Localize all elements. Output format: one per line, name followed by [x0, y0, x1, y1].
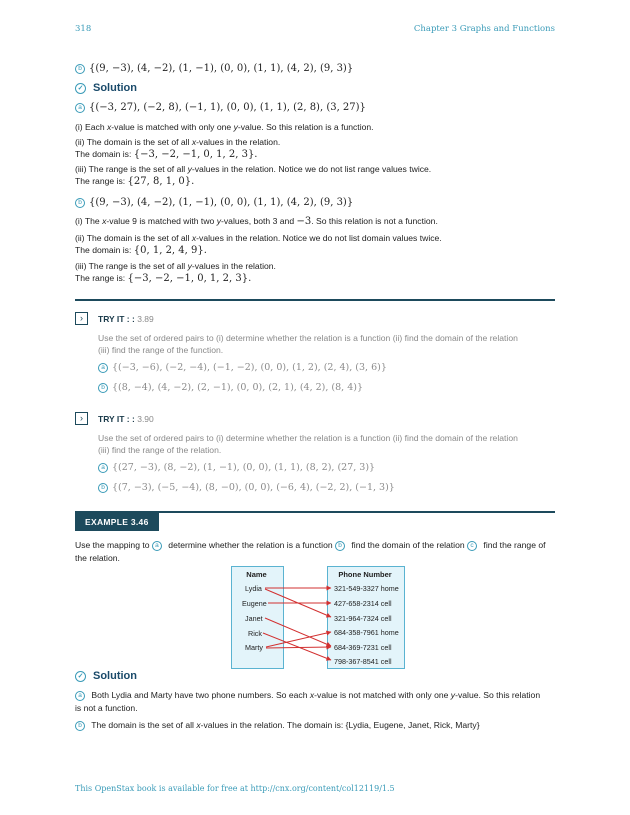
- sol2-a: a Both Lydia and Marty have two phone numbers. So each x-value is not matched with only one y-value. So this relation is not a function.: [75, 690, 541, 713]
- phone-item: 798-367-8541 cell: [334, 657, 392, 666]
- phone-item: 684-369-7231 cell: [334, 643, 392, 652]
- solution-heading: ✓ Solution: [75, 670, 137, 682]
- part-b-marker: b: [75, 721, 85, 731]
- example-label: EXAMPLE 3.46: [75, 513, 159, 531]
- sol-b-ii: (ii) The domain is the set of all x-values in the relation. Notice we do not list domain values twice. The domain is: {0, 1, 2, 4, 9}.: [75, 233, 442, 256]
- chevron-right-icon[interactable]: ›: [75, 312, 88, 325]
- check-icon: ✓: [75, 671, 86, 682]
- part-a-marker: a: [98, 463, 108, 473]
- sol-a-domain: {−3, −2, −1, 0, 1, 2, 3}.: [133, 148, 258, 160]
- try-it-heading: TRY IT : : 3.90: [98, 414, 154, 424]
- top-b-set: {(9, −3), (4, −2), (1, −1), (0, 0), (1, 1), (4, 2), (9, 3)}: [89, 63, 354, 74]
- part-a-marker: a: [75, 691, 85, 701]
- sol-b-set: {(9, −3), (4, −2), (1, −1), (0, 0), (1, 1), (4, 2), (9, 3)}: [89, 197, 354, 208]
- phone-header: Phone Number: [338, 570, 392, 579]
- sol2-b: b The domain is the set of all x-values in the relation. The domain is: {Lydia, Eugene, Janet, Rick, Marty}: [75, 720, 565, 732]
- try-it-heading: TRY IT : : 3.89: [98, 314, 154, 324]
- sol-a-iii: (iii) The range is the set of all y-values in the relation. Notice we do not list range values twice. The range is: {27, 8, 1, 0}.: [75, 164, 432, 187]
- try2-prompt: Use the set of ordered pairs to (i) determine whether the relation is a function (ii) find the domain of the relation (iii) find the range of the relation.: [98, 433, 518, 455]
- phone-item: 427-658-2314 cell: [334, 599, 392, 608]
- sol-b-domain: {0, 1, 2, 4, 9}.: [133, 244, 207, 256]
- part-b-marker: b: [98, 483, 108, 493]
- sol-a-i: (i) Each x-value is matched with only one y-value. So this relation is a function.: [75, 122, 374, 132]
- sol-b-iii: (iii) The range is the set of all y-values in the relation. The range is: {−3, −2, −1, 0, 1, 2, 3}.: [75, 261, 276, 284]
- try2-b-set: {(7, −3), (−5, −4), (8, −0), (0, 0), (−6, 4), (−2, 2), (−1, 3)}: [112, 482, 395, 493]
- name-item: Marty: [245, 643, 263, 652]
- chevron-right-icon[interactable]: ›: [75, 412, 88, 425]
- example-question: Use the mapping to a determine whether the relation is a function b find the domain of the relation c find the range of the relation.: [75, 540, 546, 563]
- sol-b-i: (i) The x-value 9 is matched with two y-values, both 3 and −3. So this relation is not a function.: [75, 216, 438, 227]
- phone-item: 684-358-7961 home: [334, 628, 399, 637]
- arrow-janet-cell: [265, 618, 331, 646]
- part-b-marker: b: [98, 383, 108, 393]
- try2-a-set: {(27, −3), (8, −2), (1, −1), (0, 0), (1, 1), (8, 2), (27, 3)}: [112, 462, 376, 473]
- solution-heading: ✓ Solution: [75, 82, 137, 94]
- name-item: Rick: [248, 629, 262, 638]
- chapter-title: Chapter 3 Graphs and Functions: [413, 24, 555, 34]
- name-header: Name: [246, 570, 267, 579]
- sol-a-set: {(−3, 27), (−2, 8), (−1, 1), (0, 0), (1, 1), (2, 8), (3, 27)}: [89, 102, 366, 113]
- sol-b-range: {−3, −2, −1, 0, 1, 2, 3}.: [127, 272, 252, 284]
- part-a-marker: a: [75, 103, 85, 113]
- try1-prompt: Use the set of ordered pairs to (i) determine whether the relation is a function (ii) find the domain of the relation (iii) find the range of the function.: [98, 333, 518, 355]
- name-item: Lydia: [245, 584, 262, 593]
- arrow-marty-cell: [266, 647, 331, 648]
- phone-item: 321-549-3327 home: [334, 584, 399, 593]
- sol-a-ii: (ii) The domain is the set of all x-values in the relation. The domain is: {−3, −2, −1, 0, 1, 2, 3}.: [75, 137, 281, 160]
- page-number: 318: [75, 24, 92, 34]
- name-item: Eugene: [242, 599, 267, 608]
- part-a-marker: a: [98, 363, 108, 373]
- name-item: Janet: [245, 614, 263, 623]
- arrow-rick-cell: [263, 633, 331, 660]
- arrow-marty-home: [266, 632, 331, 647]
- try1-a-set: {(−3, −6), (−2, −4), (−1, −2), (0, 0), (1, 2), (2, 4), (3, 6)}: [112, 362, 387, 373]
- phone-item: 321-964-7324 cell: [334, 614, 392, 623]
- check-icon: ✓: [75, 83, 86, 94]
- try1-b-set: {(8, −4), (4, −2), (2, −1), (0, 0), (2, 1), (4, 2), (8, 4)}: [112, 382, 363, 393]
- sol-a-range: {27, 8, 1, 0}.: [127, 175, 195, 187]
- footer-note: This OpenStax book is available for free at http://cnx.org/content/col12119/1.5: [75, 784, 395, 793]
- part-b-marker: b: [75, 198, 85, 208]
- part-b-marker: b: [75, 64, 85, 74]
